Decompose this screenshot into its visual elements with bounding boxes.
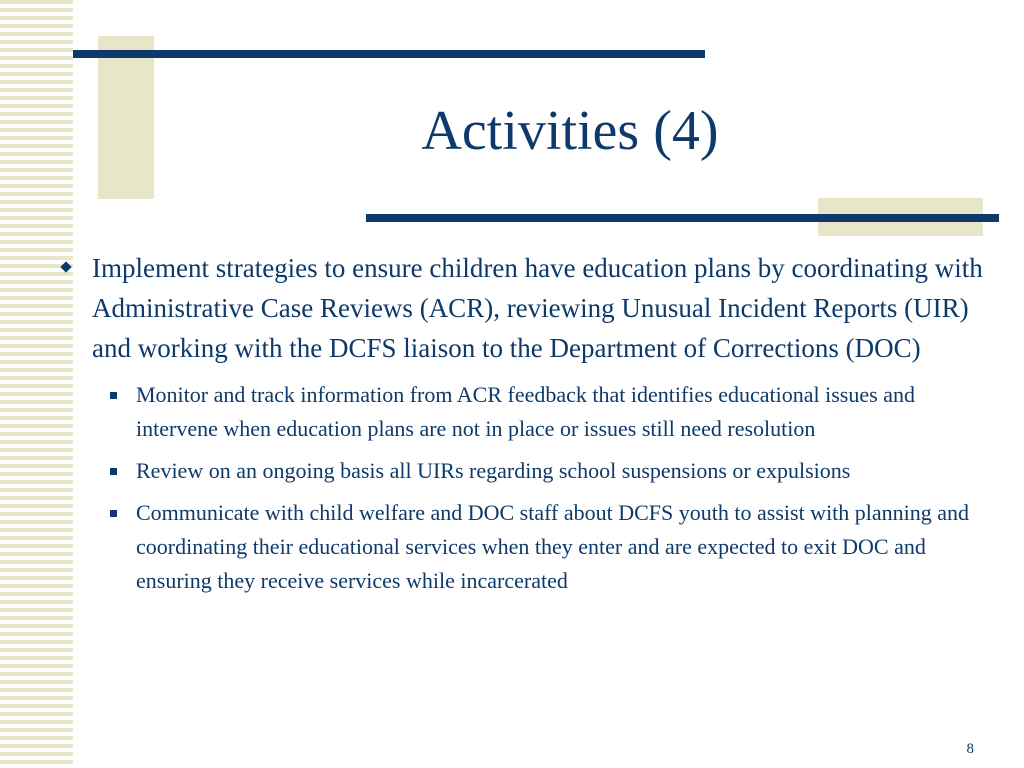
decorative-block-top [98, 36, 154, 199]
main-bullet-text: Implement strategies to ensure children have education plans by coordinating with Administrative Case Reviews (ACR), reviewing Unusual Incident Reports (UIR) and working with the DCFS liaison to the Department of Corrections (DOC) [92, 253, 983, 363]
sub-bullet-text: Monitor and track information from ACR feedback that identifies educational issues and intervene when education plans are not in place or issues still need resolution [136, 382, 915, 441]
sub-bullet-list [60, 378, 990, 598]
sub-bullet [60, 454, 990, 488]
square-bullet-icon [110, 510, 117, 517]
square-bullet-icon [110, 468, 117, 475]
diamond-bullet-icon [60, 261, 71, 272]
page-number: 8 [966, 741, 974, 757]
sub-bullet [60, 378, 990, 446]
slide-title: Activities (4) [421, 100, 719, 162]
title-rule-bottom [366, 214, 999, 222]
sub-bullet [60, 496, 990, 598]
main-bullet [60, 248, 990, 368]
sub-bullet-text: Communicate with child welfare and DOC staff about DCFS youth to assist with planning and coordinating their educational services when they enter and are expected to exit DOC and ensuring they receive services while incarcerated [136, 500, 970, 593]
sub-bullet-text: Review on an ongoing basis all UIRs regarding school suspensions or expulsions [136, 458, 851, 483]
slide-body [60, 248, 990, 606]
square-bullet-icon [110, 392, 117, 399]
title-rule-top [73, 50, 705, 58]
